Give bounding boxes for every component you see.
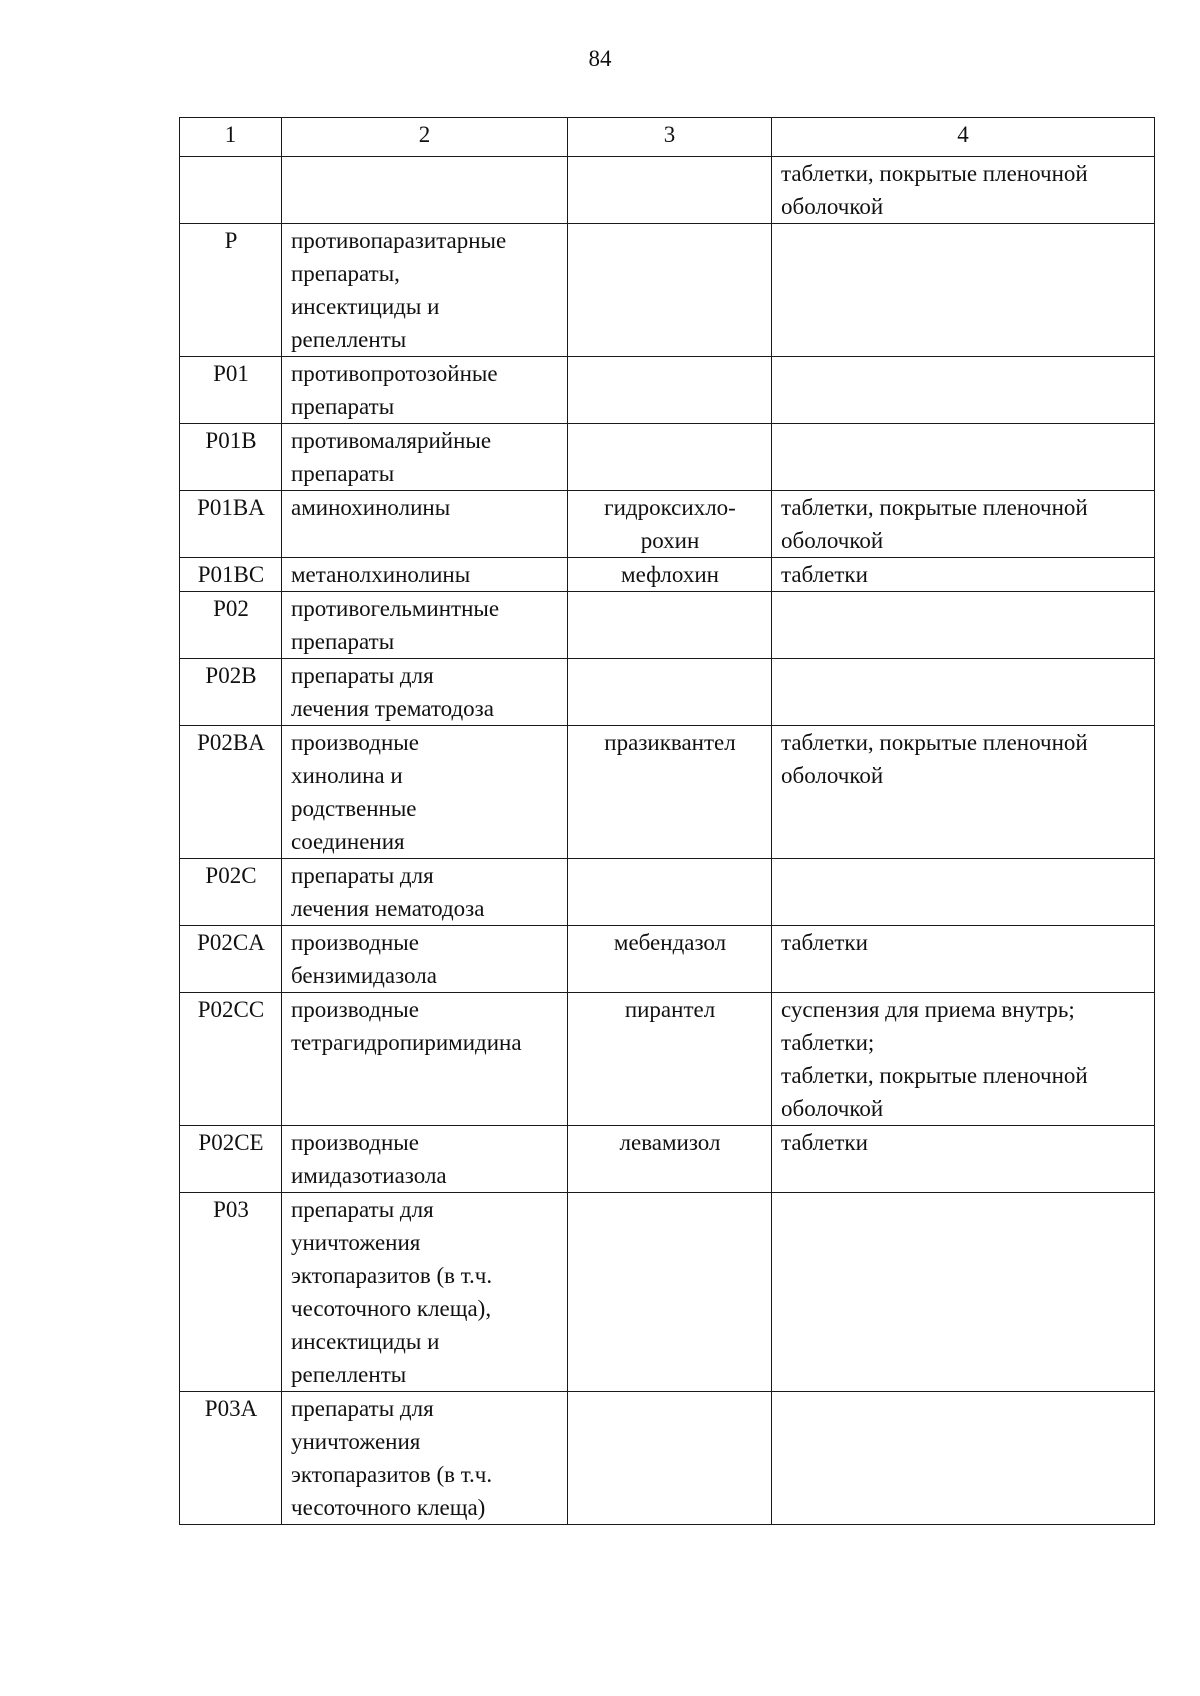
atc-code-cell: P02CC bbox=[180, 993, 282, 1126]
table-body bbox=[180, 118, 1155, 1525]
dosage-form-cell bbox=[772, 1193, 1155, 1392]
anatomical-therapeutic-group-cell: производные хинолина и родственные соединения bbox=[282, 726, 568, 859]
table-row bbox=[180, 859, 1155, 926]
anatomical-therapeutic-group-cell bbox=[282, 157, 568, 224]
dosage-form-cell: суспензия для приема внутрь; таблетки; таблетки, покрытые пленочной оболочкой bbox=[772, 993, 1155, 1126]
dosage-form-cell bbox=[772, 224, 1155, 357]
dosage-form-cell bbox=[772, 859, 1155, 926]
atc-code-cell: P02B bbox=[180, 659, 282, 726]
table-row bbox=[180, 357, 1155, 424]
anatomical-therapeutic-group-cell: препараты для уничтожения эктопаразитов (в т.ч. чесоточного клеща) bbox=[282, 1392, 568, 1525]
dosage-form-cell bbox=[772, 424, 1155, 491]
dosage-form-cell bbox=[772, 1392, 1155, 1525]
drug-name-cell bbox=[568, 357, 772, 424]
anatomical-therapeutic-group-cell: производные тетрагидропиримидина bbox=[282, 993, 568, 1126]
atc-code-cell: P bbox=[180, 224, 282, 357]
table-row bbox=[180, 926, 1155, 993]
table-row bbox=[180, 424, 1155, 491]
drug-name-cell bbox=[568, 224, 772, 357]
table-row bbox=[180, 491, 1155, 558]
anatomical-therapeutic-group-cell: препараты для лечения нематодоза bbox=[282, 859, 568, 926]
anatomical-therapeutic-group-cell: противопаразитарные препараты, инсектициды и репелленты bbox=[282, 224, 568, 357]
drug-classification-table-wrapper bbox=[179, 117, 1154, 1525]
anatomical-therapeutic-group-cell: производные бензимидазола bbox=[282, 926, 568, 993]
table-row bbox=[180, 1193, 1155, 1392]
drug-name-cell: мефлохин bbox=[568, 558, 772, 592]
anatomical-therapeutic-group-cell: производные имидазотиазола bbox=[282, 1126, 568, 1193]
dosage-form-cell bbox=[772, 659, 1155, 726]
anatomical-therapeutic-group-cell: противогельминтные препараты bbox=[282, 592, 568, 659]
dosage-form-cell: таблетки bbox=[772, 1126, 1155, 1193]
drug-name-cell: мебендазол bbox=[568, 926, 772, 993]
atc-code-cell: P01B bbox=[180, 424, 282, 491]
table-row bbox=[180, 993, 1155, 1126]
drug-name-cell: пирантел bbox=[568, 993, 772, 1126]
page-number: 84 bbox=[588, 46, 612, 71]
atc-code-cell: P02BA bbox=[180, 726, 282, 859]
column-header-1: 1 bbox=[180, 118, 282, 157]
column-header-4: 4 bbox=[772, 118, 1155, 157]
column-header-2: 2 bbox=[282, 118, 568, 157]
drug-name-cell bbox=[568, 1193, 772, 1392]
drug-name-cell bbox=[568, 659, 772, 726]
atc-code-cell bbox=[180, 157, 282, 224]
atc-code-cell: P02C bbox=[180, 859, 282, 926]
dosage-form-cell: таблетки, покрытые пленочной оболочкой bbox=[772, 726, 1155, 859]
atc-code-cell: P01BA bbox=[180, 491, 282, 558]
dosage-form-cell: таблетки, покрытые пленочной оболочкой bbox=[772, 157, 1155, 224]
drug-name-cell: празиквантел bbox=[568, 726, 772, 859]
drug-name-cell bbox=[568, 859, 772, 926]
drug-name-cell: гидроксихло- рохин bbox=[568, 491, 772, 558]
dosage-form-cell: таблетки bbox=[772, 926, 1155, 993]
anatomical-therapeutic-group-cell: противопротозойные препараты bbox=[282, 357, 568, 424]
drug-name-cell bbox=[568, 592, 772, 659]
anatomical-therapeutic-group-cell: препараты для уничтожения эктопаразитов (в т.ч. чесоточного клеща), инсектициды и репелленты bbox=[282, 1193, 568, 1392]
anatomical-therapeutic-group-cell: метанолхинолины bbox=[282, 558, 568, 592]
dosage-form-cell bbox=[772, 357, 1155, 424]
column-number-header-row bbox=[180, 118, 1155, 157]
atc-code-cell: P02CA bbox=[180, 926, 282, 993]
table-row bbox=[180, 157, 1155, 224]
atc-code-cell: P01 bbox=[180, 357, 282, 424]
table-row bbox=[180, 1126, 1155, 1193]
drug-name-cell bbox=[568, 1392, 772, 1525]
atc-code-cell: P03 bbox=[180, 1193, 282, 1392]
drug-name-cell bbox=[568, 157, 772, 224]
table-row bbox=[180, 558, 1155, 592]
drug-name-cell: левамизол bbox=[568, 1126, 772, 1193]
drug-classification-table bbox=[179, 117, 1155, 1525]
table-row bbox=[180, 592, 1155, 659]
table-row bbox=[180, 224, 1155, 357]
anatomical-therapeutic-group-cell: противомалярийные препараты bbox=[282, 424, 568, 491]
atc-code-cell: P02 bbox=[180, 592, 282, 659]
atc-code-cell: P03A bbox=[180, 1392, 282, 1525]
atc-code-cell: P01BC bbox=[180, 558, 282, 592]
dosage-form-cell: таблетки bbox=[772, 558, 1155, 592]
anatomical-therapeutic-group-cell: препараты для лечения трематодоза bbox=[282, 659, 568, 726]
anatomical-therapeutic-group-cell: аминохинолины bbox=[282, 491, 568, 558]
drug-name-cell bbox=[568, 424, 772, 491]
dosage-form-cell bbox=[772, 592, 1155, 659]
table-row bbox=[180, 726, 1155, 859]
column-header-3: 3 bbox=[568, 118, 772, 157]
table-row bbox=[180, 659, 1155, 726]
table-row bbox=[180, 1392, 1155, 1525]
dosage-form-cell: таблетки, покрытые пленочной оболочкой bbox=[772, 491, 1155, 558]
atc-code-cell: P02CE bbox=[180, 1126, 282, 1193]
